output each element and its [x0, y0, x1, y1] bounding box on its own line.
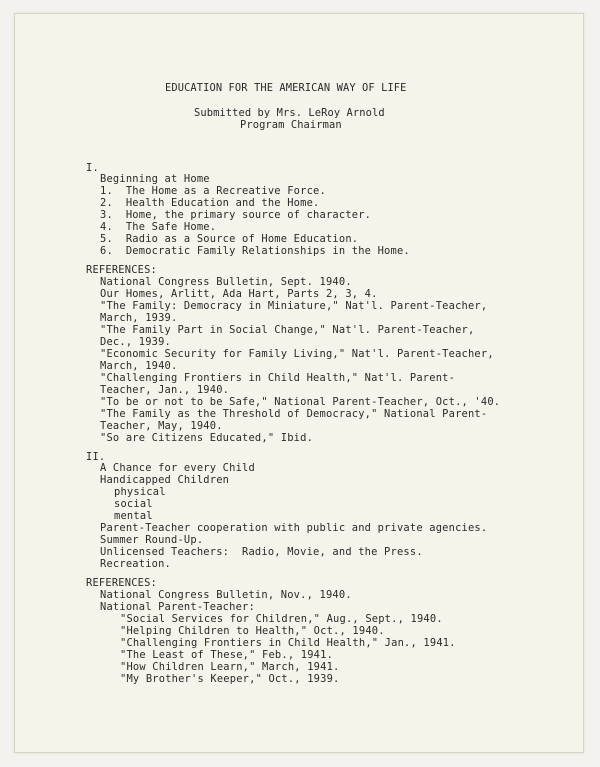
- list-item: 3. Home, the primary source of character.: [100, 209, 372, 221]
- reference-line: "Economic Security for Family Living," Nat'l. Parent-Teacher,: [100, 348, 494, 360]
- sub-item: social: [114, 498, 153, 510]
- reference-line: "Challenging Frontiers in Child Health," Nat'l. Parent-: [100, 372, 456, 384]
- list-item: Parent-Teacher cooperation with public and private agencies.: [100, 522, 488, 534]
- reference-line: National Parent-Teacher:: [100, 601, 255, 613]
- reference-line: Dec., 1939.: [100, 336, 172, 348]
- reference-article: "My Brother's Keeper," Oct., 1939.: [120, 673, 340, 685]
- reference-line: National Congress Bulletin, Sept. 1940.: [100, 276, 352, 288]
- list-item: Summer Round-Up.: [100, 534, 204, 546]
- reference-line: "The Family as the Threshold of Democracy," National Parent-: [100, 408, 488, 420]
- sub-item: physical: [114, 486, 166, 498]
- reference-line: National Congress Bulletin, Nov., 1940.: [100, 589, 352, 601]
- list-item: 5. Radio as a Source of Home Education.: [100, 233, 359, 245]
- reference-line: Our Homes, Arlitt, Ada Hart, Parts 2, 3, 4.: [100, 288, 378, 300]
- list-item: 1. The Home as a Recreative Force.: [100, 185, 326, 197]
- list-item: A Chance for every Child: [100, 462, 255, 474]
- references-label: REFERENCES:: [86, 577, 158, 589]
- reference-line: "To be or not to be Safe," National Parent-Teacher, Oct., '40.: [100, 396, 501, 408]
- list-item: 2. Health Education and the Home.: [100, 197, 320, 209]
- list-item: Recreation.: [100, 558, 172, 570]
- reference-line: "The Family: Democracy in Miniature," Nat'l. Parent-Teacher,: [100, 300, 488, 312]
- section-numeral: II.: [86, 451, 106, 463]
- section-numeral: I.: [86, 162, 99, 174]
- reference-article: "Social Services for Children," Aug., Sept., 1940.: [120, 613, 443, 625]
- submitted-by: Submitted by Mrs. LeRoy Arnold: [194, 107, 385, 119]
- program-chairman: Program Chairman: [240, 119, 342, 131]
- reference-article: "Helping Children to Health," Oct., 1940.: [120, 625, 385, 637]
- reference-line: "The Family Part in Social Change," Nat'l. Parent-Teacher,: [100, 324, 475, 336]
- sub-item: mental: [114, 510, 153, 522]
- reference-line: Teacher, May, 1940.: [100, 420, 223, 432]
- references-label: REFERENCES:: [86, 264, 158, 276]
- list-item: Unlicensed Teachers: Radio, Movie, and the Press.: [100, 546, 423, 558]
- document-title: EDUCATION FOR THE AMERICAN WAY OF LIFE: [165, 82, 407, 94]
- section-heading: Beginning at Home: [100, 173, 210, 185]
- reference-line: "So are Citizens Educated," Ibid.: [100, 432, 314, 444]
- reference-article: "How Children Learn," March, 1941.: [120, 661, 340, 673]
- reference-line: Teacher, Jan., 1940.: [100, 384, 230, 396]
- reference-article: "Challenging Frontiers in Child Health," Jan., 1941.: [120, 637, 456, 649]
- list-item: Handicapped Children: [100, 474, 230, 486]
- reference-line: March, 1939.: [100, 312, 178, 324]
- list-item: 4. The Safe Home.: [100, 221, 217, 233]
- list-item: 6. Democratic Family Relationships in the Home.: [100, 245, 410, 257]
- reference-article: "The Least of These," Feb., 1941.: [120, 649, 334, 661]
- reference-line: March, 1940.: [100, 360, 178, 372]
